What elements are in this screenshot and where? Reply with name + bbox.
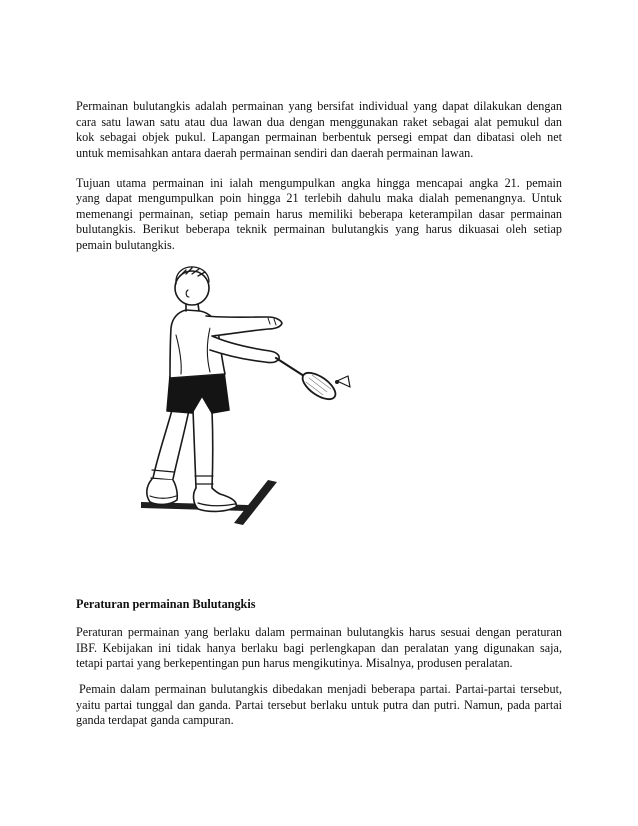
player-back-shoe <box>147 479 177 504</box>
paragraph-line: yaitu partai tunggal dan ganda. Partai tersebut berlaku untuk putra dan putri. Namun, pada partai <box>76 697 562 712</box>
section-heading: Peraturan permainan Bulutangkis <box>76 597 256 611</box>
court-line <box>234 480 277 525</box>
paragraph-line: cara satu lawan satu atau dua lawan dua dengan menggunakan raket sebagai alat pemukul dan <box>76 114 562 129</box>
paragraph-intro-1 <box>76 99 562 161</box>
paragraph-line: Peraturan permainan yang berlaku dalam permainan bulutangkis harus sesuai dengan peraturan <box>76 625 562 639</box>
paragraph-line: yang dapat mengumpulkan poin hingga 21 terlebih dahulu maka dialah pemenangnya. Untuk <box>76 191 562 205</box>
paragraph-line: Permainan bulutangkis adalah permainan yang bersifat individual yang dapat dilakukan dengan <box>76 99 562 113</box>
badminton-player-illustration <box>130 258 360 533</box>
paragraph-line: ganda terdapat ganda campuran. <box>76 713 234 727</box>
paragraph-line: memenangi permainan, setiap pemain harus memiliki beberapa keterampilan dasar permainan <box>76 206 562 221</box>
paragraph-rules-2 <box>76 682 562 729</box>
shuttlecock <box>337 376 350 387</box>
player-front-shoe <box>194 488 237 511</box>
paragraph-line: Tujuan utama permainan ini ialah mengumpulkan angka hingga mencapai angka 21. pemain <box>76 175 562 190</box>
paragraph-intro-2 <box>76 176 562 254</box>
paragraph-line: pemain bulutangkis. <box>76 237 175 252</box>
player-front-sock <box>195 476 213 484</box>
paragraph-line: bulutangkis. Berikut beberapa teknik permainan bulutangkis yang harus dikuasai oleh setiap <box>76 222 562 236</box>
paragraph-line: untuk memisahkan antara daerah permainan sendiri dan daerah permainan lawan. <box>76 145 474 160</box>
paragraph-line: tetapi partai yang berkepentingan pun harus mengikutinya. Misalnya, produsen peralatan. <box>76 656 513 670</box>
paragraph-line: kok sebagai objek pukul. Lapangan permainan berbentuk persegi empat dan dibatasi oleh net <box>76 130 562 144</box>
paragraph-line: Pemain dalam permainan bulutangkis dibedakan menjadi beberapa partai. Partai-partai tersebut, <box>79 682 562 696</box>
player-back-leg <box>153 410 189 479</box>
player-free-arm <box>206 316 282 336</box>
paragraph-rules-1 <box>76 625 562 672</box>
paragraph-line: IBF. Kebijakan ini tidak hanya berlaku bagi perlengkapan dan peralatan yang digunakan saja, <box>76 640 562 655</box>
racket-handle <box>276 358 304 376</box>
